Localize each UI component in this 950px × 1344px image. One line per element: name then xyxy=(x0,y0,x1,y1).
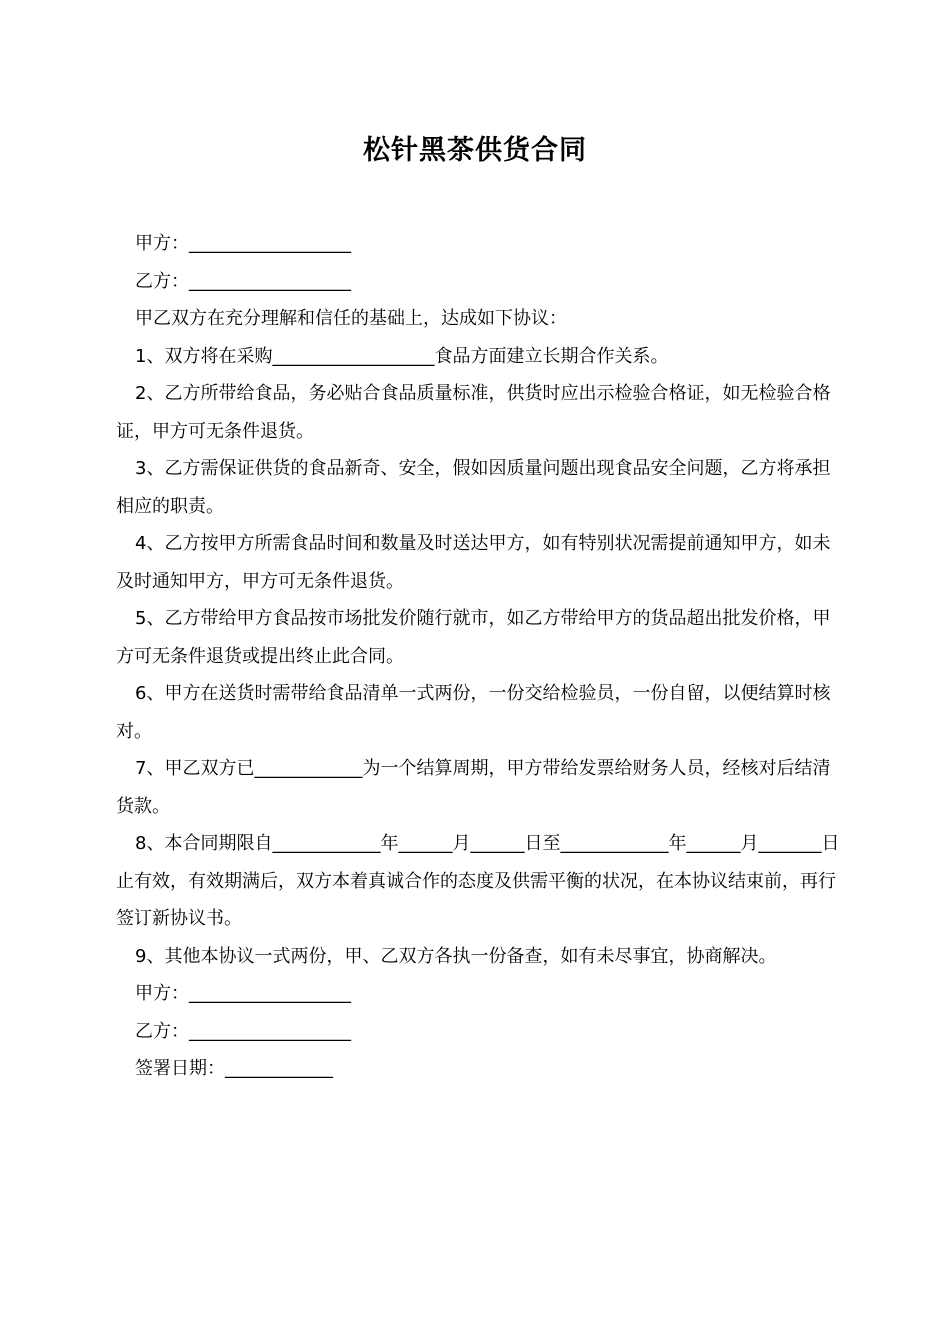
clause-6: 6、甲方在送货时需带给食品清单一式两份，一份交给检验员，一份自留，以便结算时核对。 xyxy=(116,683,831,742)
clause-3: 3、乙方需保证供货的食品新奇、安全，假如因质量问题出现食品安全问题，乙方将承担相应的职责。 xyxy=(116,458,831,517)
signature-party-a: 甲方：__________________ xyxy=(135,983,351,1004)
clause-5: 5、乙方带给甲方食品按市场批发价随行就市，如乙方带给甲方的货品超出批发价格，甲方可无条件退货或提出终止此合同。 xyxy=(116,608,831,667)
clause-7: 7、甲乙双方已____________为一个结算周期，甲方带给发票给财务人员，经核对后结清货款。 xyxy=(116,758,831,817)
party-b-line: 乙方：__________________ xyxy=(135,270,351,292)
clause-8: 8、本合同期限自____________年______月______日至____________年______月_______日止有效，有效期满后，双方本着真诚合作的态度及供需平衡的状况，在本协议结束前，再行签订新协议书。 xyxy=(116,833,840,929)
clause-1: 1、双方将在采购__________________食品方面建立长期合作关系。 xyxy=(135,345,669,367)
contract-body xyxy=(116,225,846,1088)
party-a-line: 甲方：__________________ xyxy=(135,233,351,254)
signing-date: 签署日期：____________ xyxy=(135,1058,333,1079)
signature-party-b: 乙方：__________________ xyxy=(135,1020,351,1042)
document-title: 松针黑茶供货合同 xyxy=(363,135,587,166)
agreement-intro: 甲乙双方在充分理解和信任的基础上，达成如下协议： xyxy=(135,308,567,329)
clause-4: 4、乙方按甲方所需食品时间和数量及时送达甲方，如有特别状况需提前通知甲方，如未及时通知甲方，甲方可无条件退货。 xyxy=(116,533,831,592)
clause-2: 2、乙方所带给食品，务必贴合食品质量标准，供货时应出示检验合格证，如无检验合格证，甲方可无条件退货。 xyxy=(116,383,831,442)
clause-9: 9、其他本协议一式两份，甲、乙双方各执一份备查，如有未尽事宜，协商解决。 xyxy=(135,945,777,967)
